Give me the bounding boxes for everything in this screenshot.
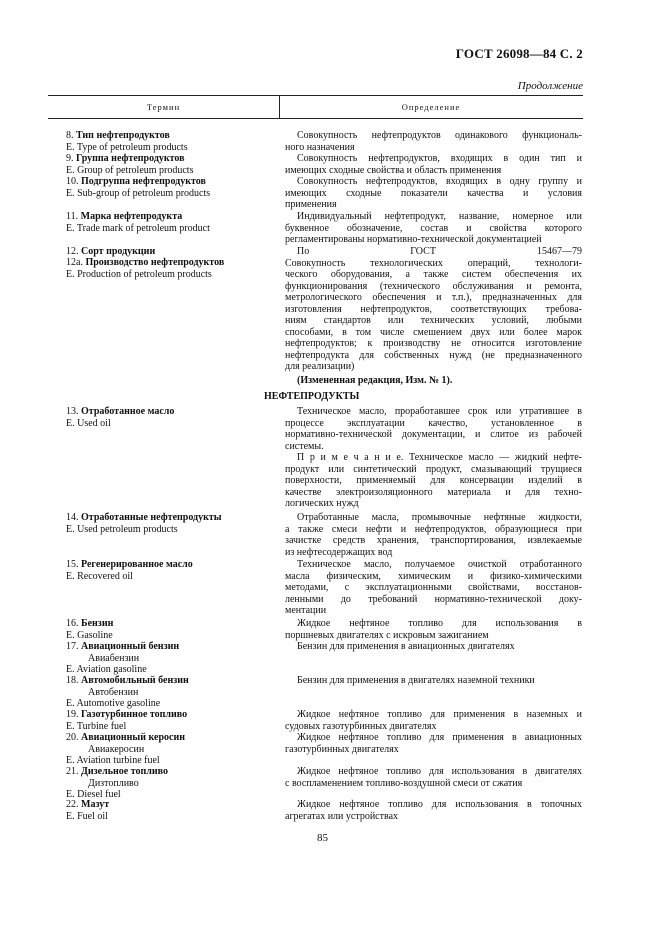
definition-entry: [285, 512, 582, 558]
term-entry: [66, 153, 281, 176]
definition-line: агрегатах или устройствах: [285, 810, 399, 822]
term-name: [66, 176, 281, 188]
definition-line: имеющих сходные показатели качества и условия: [285, 187, 582, 199]
term-entry: [66, 709, 281, 732]
definition-line: с воспламенением топливо-воздушной смеси от сжатия: [285, 777, 523, 789]
term-number: 12.: [66, 246, 81, 257]
definition-entry: [285, 799, 582, 822]
definition-line: судовых газотурбинных двигателях: [285, 720, 437, 732]
term-english: E. Turbine fuel: [66, 720, 127, 732]
definition-entry: [285, 375, 582, 387]
term-title: Марка нефтепродукта: [80, 211, 183, 222]
definition-line: из нефтесодержащих вод: [285, 546, 393, 558]
term-short-name: Дизтопливо: [88, 777, 139, 789]
term-name: [66, 799, 281, 811]
definition-line: нормативно-технической документации, и слитое из рабочей: [285, 429, 582, 440]
definition-entry: [285, 211, 582, 246]
term-number: 16.: [66, 618, 81, 629]
term-name: [66, 512, 281, 524]
term-name: [66, 675, 281, 687]
term-number: 10.: [66, 176, 81, 187]
definition-entry: [285, 766, 582, 789]
definition-line: системы.: [285, 440, 324, 452]
term-english: E. Fuel oil: [66, 810, 108, 822]
definition-line: метрологического обеспечения и т.п.), предназначенных для: [285, 292, 582, 303]
term-number: 20.: [66, 732, 81, 743]
term-english: E. Used petroleum products: [66, 523, 178, 535]
definition-line: Совокупность нефтепродуктов, входящих в одну группу и: [297, 176, 582, 187]
term-title: Авиационный бензин: [81, 641, 180, 652]
definition-line: качестве электроизоляционного материала и для техно-: [285, 486, 582, 498]
definition-line: Техническое масло, проработавшее срок или утратившее в: [297, 406, 582, 417]
term-number: 11.: [66, 211, 81, 222]
term-title: Бензин: [81, 618, 114, 629]
definition-entry: [285, 176, 582, 211]
definition-line: Отработанные масла, промывочные нефтяные жидкости,: [297, 512, 582, 523]
definition-line: способами, в том числе смешением двух или более марок: [285, 326, 582, 338]
term-english: E. Recovered oil: [66, 570, 133, 582]
term-title: Авиационный керосин: [81, 732, 185, 743]
term-title: Регенерированное масло: [81, 559, 193, 570]
term-number: 13.: [66, 406, 81, 417]
definition-line: ниям стандартов или технических условий, любыми: [285, 315, 582, 326]
term-title: Дизельное топливо: [81, 766, 168, 777]
definition-column-header: Определение: [401, 102, 461, 112]
definition-line: ного назначения: [285, 141, 355, 153]
term-short-name: Авиабензин: [88, 652, 140, 664]
definition-line: изготовления нефтепродуктов, соответствующих требова-: [285, 303, 582, 315]
term-english: E. Aviation gasoline: [66, 664, 147, 675]
definition-line: ческого оборудования, а также систем обеспечения их: [285, 269, 582, 280]
definition-line: нефтепродукта для собственных нужд (не предназначенного: [285, 349, 582, 361]
term-name: [66, 246, 281, 258]
term-entry: [66, 675, 281, 710]
definition-entry: [285, 618, 582, 641]
term-english: E. Gasoline: [66, 629, 113, 641]
term-title: Подгруппа нефтепродуктов: [81, 176, 206, 187]
definition-entry: [285, 452, 582, 510]
term-title: Группа нефтепродуктов: [76, 153, 185, 164]
term-entry: [66, 766, 281, 801]
definition-entry: [285, 732, 582, 755]
term-title: Автомобильный бензин: [81, 675, 189, 686]
term-english: E. Production of petroleum products: [66, 268, 212, 280]
term-entry: [66, 130, 281, 153]
definition-entry: [285, 641, 582, 653]
term-title: Отработанные нефтепродукты: [81, 512, 222, 523]
term-entry: [66, 257, 281, 280]
term-english: E. Type of petroleum products: [66, 141, 188, 153]
definition-line: Совокупность нефтепродуктов, входящих в один тип и: [297, 153, 582, 164]
term-english: E. Group of petroleum products: [66, 164, 194, 176]
term-name: [66, 257, 281, 269]
definition-entry: [285, 406, 582, 452]
definition-line: ленными до требований нормативно-технической доку-: [285, 593, 582, 605]
term-name: [66, 559, 281, 571]
term-english: E. Automotive gasoline: [66, 698, 161, 709]
definition-line: поверхности, применяемый для консервации изделий в: [285, 475, 582, 486]
term-entry: [66, 559, 281, 582]
term-title: Газотурбинное топливо: [81, 709, 188, 720]
definition-line: поршневых двигателях с искровым зажиганием: [285, 629, 489, 641]
term-number: 14.: [66, 512, 81, 523]
term-number: 21.: [66, 766, 81, 777]
term-number: 18.: [66, 675, 81, 686]
term-english: E. Used oil: [66, 417, 111, 429]
term-number: 12а.: [66, 257, 86, 268]
definition-line: (Измененная редакция, Изм. № 1).: [297, 375, 453, 386]
term-english: E. Sub-group of petroleum products: [66, 187, 211, 199]
definition-line: Жидкое нефтяное топливо для использования в топочных: [297, 799, 582, 810]
term-short-name: Автобензин: [88, 686, 139, 698]
term-title: Отработанное масло: [81, 406, 175, 417]
definition-line: зачистке средств хранения, транспортирования, извлекаемые: [285, 535, 582, 546]
definition-line: для реализации): [285, 361, 355, 372]
definition-line: регламентированы нормативно-технической документацией: [285, 234, 542, 245]
definition-line: Жидкое нефтяное топливо для использования в двигателях: [297, 766, 582, 777]
page-number: 85: [317, 832, 328, 844]
term-title: Тип нефтепродуктов: [76, 130, 170, 141]
term-english: E. Trade mark of petroleum product: [66, 222, 210, 234]
term-entry: [66, 618, 281, 641]
term-name: [66, 406, 281, 418]
term-name: [66, 766, 281, 778]
definition-line: процессе эксплуатации качество, установленное в: [285, 417, 582, 429]
definition-entry: [285, 709, 582, 732]
term-english: E. Diesel fuel: [66, 789, 121, 800]
continued-label: Продолжение: [517, 80, 583, 92]
term-number: 22.: [66, 799, 81, 810]
definition-entry: [285, 559, 582, 617]
definition-line: нефтепродуктов; к производству не относится изготовление: [285, 338, 582, 349]
term-name: [66, 618, 281, 630]
definition-entry: [285, 153, 582, 176]
definition-line: продукт или синтетический продукт, смазывающий трущиеся: [285, 463, 582, 475]
table-top-rule: [48, 95, 583, 96]
term-entry: [66, 211, 281, 234]
definition-line: Техническое масло, получаемое очисткой отработанного: [297, 559, 582, 570]
definition-entry: [285, 675, 582, 687]
definition-line: а также смеси нефти и нефтепродуктов, образующиеся при: [285, 523, 582, 535]
definition-line: логических нужд: [285, 498, 359, 509]
definition-line: ментации: [285, 605, 327, 616]
definition-line: буквенное обозначение, состав и свойства которого: [285, 222, 582, 234]
term-title: Мазут: [81, 799, 110, 810]
definition-line: Совокупность технологических операций, технологи-: [285, 257, 582, 269]
table-header-rule: [48, 118, 583, 119]
definition-line: Жидкое нефтяное топливо для использования в: [297, 618, 582, 629]
term-entry: [66, 732, 281, 767]
term-entry: [66, 176, 281, 199]
term-title: Производство нефтепродуктов: [85, 257, 225, 268]
definition-line: газотурбинных двигателях: [285, 743, 399, 755]
definition-line: функционирования (технического обслуживания и ремонта,: [285, 280, 582, 292]
definition-line: имеющих сходные свойства и область применения: [285, 164, 502, 176]
document-header: ГОСТ 26098—84 С. 2: [455, 46, 583, 61]
term-name: [66, 130, 281, 142]
term-number: 9.: [66, 153, 76, 164]
term-entry: [66, 799, 281, 822]
term-name: [66, 211, 281, 223]
term-entry: [66, 641, 281, 676]
term-short-name: Авиакеросин: [88, 743, 145, 755]
term-number: 15.: [66, 559, 81, 570]
definition-line: Жидкое нефтяное топливо для применения в авиационных: [297, 732, 582, 743]
definition-line: применения: [285, 199, 337, 210]
term-name: [66, 709, 281, 721]
term-name: [66, 641, 281, 653]
term-number: 8.: [66, 130, 76, 141]
term-entry: [66, 512, 281, 535]
definition-entry: [285, 246, 582, 373]
definition-line: Бензин для применения в двигателях наземной техники: [297, 675, 535, 686]
term-title: Сорт продукции: [81, 246, 156, 257]
definition-entry: [285, 130, 582, 153]
term-number: 17.: [66, 641, 81, 652]
definition-line: По ГОСТ 15467—79: [297, 246, 582, 257]
definition-line: Бензин для применения в авиационных двигателях: [297, 641, 515, 652]
definition-line: П р и м е ч а н и е. Техническое масло — жидкий нефте-: [297, 452, 582, 463]
term-number: 19.: [66, 709, 81, 720]
term-english: E. Aviation turbine fuel: [66, 755, 160, 766]
definition-line: Жидкое нефтяное топливо для применения в наземных и: [297, 709, 582, 720]
term-name: [66, 732, 281, 744]
definition-line: методами, с эксплуатационными свойствами, восстанов-: [285, 582, 582, 593]
term-column-header: Термин: [146, 102, 181, 112]
term-name: [66, 153, 281, 165]
term-entry: [66, 406, 281, 429]
section-title: НЕФТЕПРОДУКТЫ: [264, 391, 360, 402]
term-entry: [66, 246, 281, 258]
definition-line: масла физическим, химическим и физико-химическими: [285, 570, 582, 582]
definition-line: Совокупность нефтепродуктов одинакового функциональ-: [297, 130, 582, 141]
definition-line: Индивидуальный нефтепродукт, название, номерное или: [297, 211, 582, 222]
